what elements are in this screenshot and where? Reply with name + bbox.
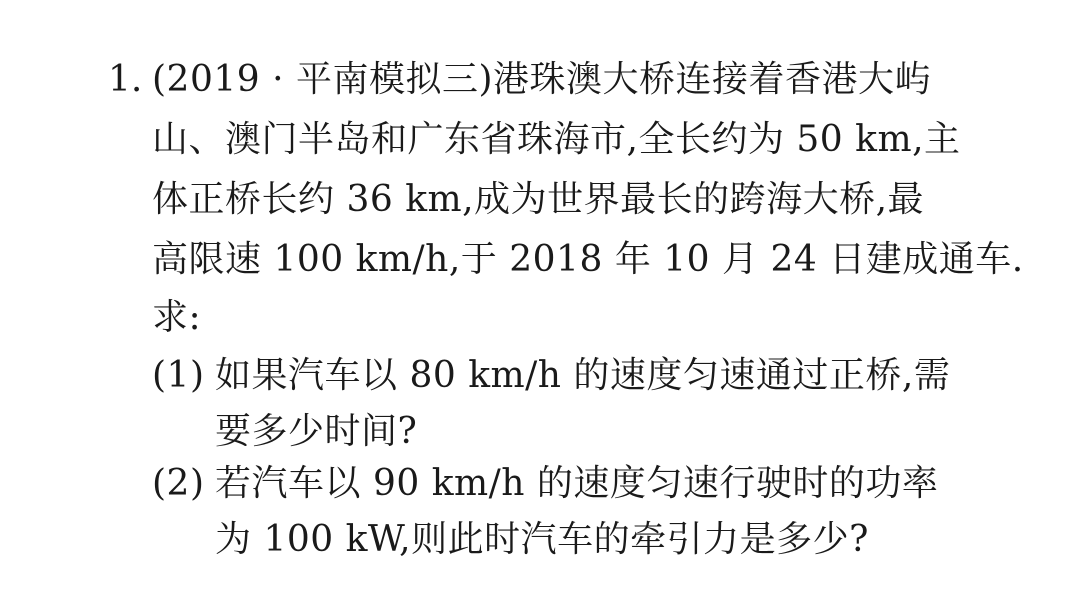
question-1-label: (1) bbox=[152, 355, 205, 396]
question-2-line-1: 若汽车以 90 km/h 的速度匀速行驶时的功率 bbox=[215, 463, 939, 504]
question-1-line-2: 要多少时间? bbox=[215, 411, 418, 452]
problem-stem-line-4: 高限速 100 km/h,于 2018 年 10 月 24 日建成通车. bbox=[152, 239, 1024, 280]
problem-stem-line-5: 求: bbox=[152, 297, 202, 338]
problem-stem-line-2: 山、澳门半岛和广东省珠海市,全长约为 50 km,主 bbox=[152, 119, 961, 160]
problem-stem-line-1: (2019 · 平南模拟三)港珠澳大桥连接着香港大屿 bbox=[152, 59, 932, 100]
question-2-line-2: 为 100 kW,则此时汽车的牵引力是多少? bbox=[215, 519, 869, 560]
question-1-line-1: 如果汽车以 80 km/h 的速度匀速通过正桥,需 bbox=[215, 355, 951, 396]
problem-stem-line-3: 体正桥长约 36 km,成为世界最长的跨海大桥,最 bbox=[152, 179, 925, 220]
question-2-label: (2) bbox=[152, 463, 205, 504]
problem-number: 1. bbox=[108, 59, 143, 100]
